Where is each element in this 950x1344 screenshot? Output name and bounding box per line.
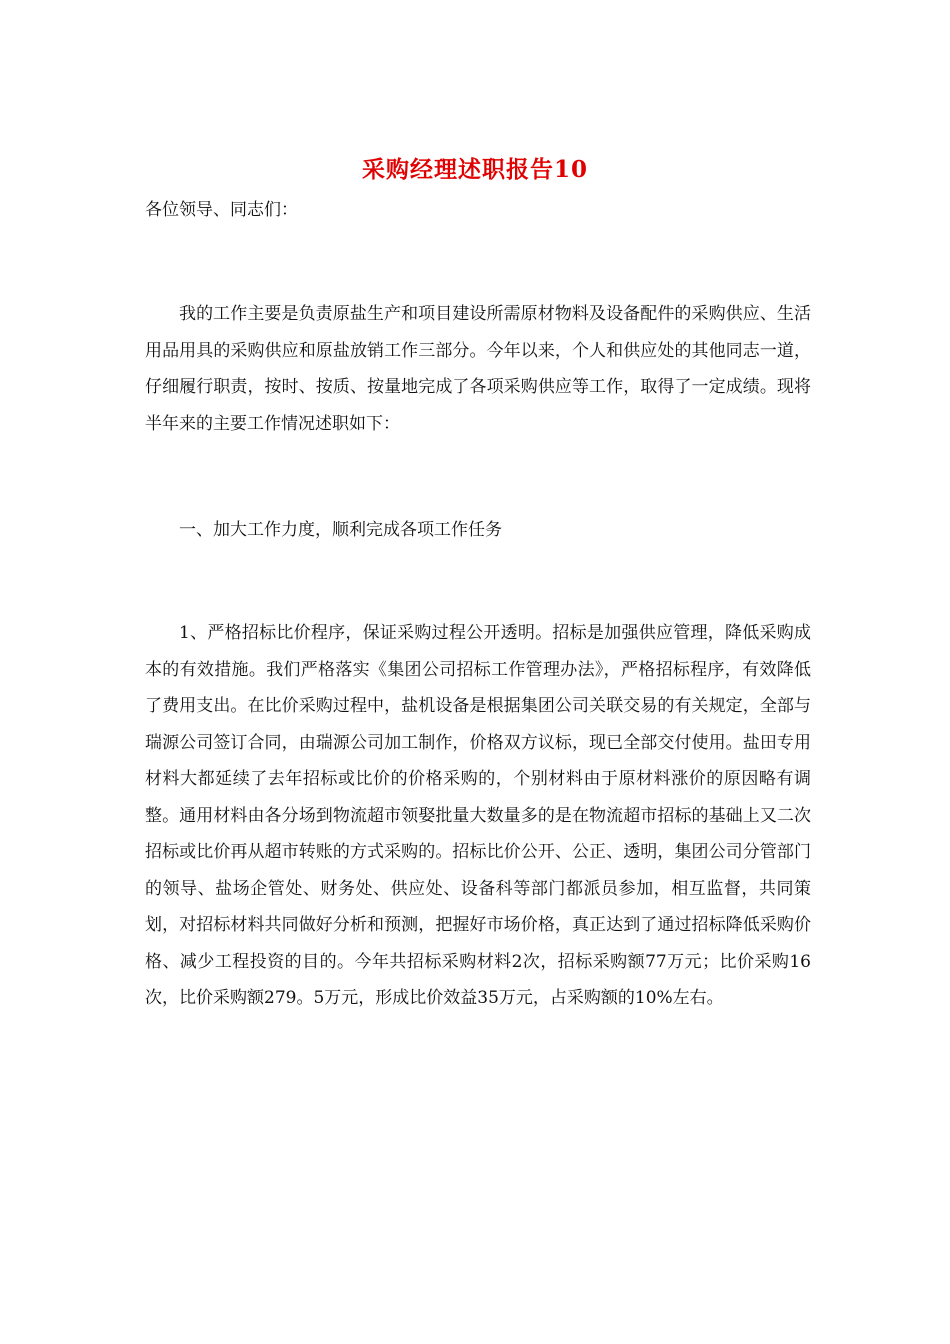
- document-title: 采购经理述职报告10: [361, 156, 588, 183]
- greeting-line: 各位领导、同志们：: [145, 200, 298, 220]
- body-paragraph: 1、严格招标比价程序，保证采购过程公开透明。招标是加强供应管理，降低采购成本的有效措施。我们严格落实《集团公司招标工作管理办法》，严格招标程序，有效降低了费用支出。在比价采购过程中，盐机设备是根据集团公司关联交易的有关规定，全部与瑞源公司签订合同，由瑞源公司加工制作，价格双方议标，现已全部交付使用。盐田专用材料大都延续了去年招标或比价的价格采购的，个别材料由于原材料涨价的原因略有调整。通用材料由各分场到物流超市领娶批量大数量多的是在物流超市招标的基础上又二次招标或比价再从超市转账的方式采购的。招标比价公开、公正、透明，集团公司分管部门的领导、盐场企管处、财务处、供应处、设备科等部门都派员参加，相互监督，共同策划，对招标材料共同做好分析和预测，把握好市场价格，真正达到了通过招标降低采购价格、减少工程投资的目的。今年共招标采购材料2次，招标采购额77万元；比价采购16次，比价采购额279。5万元，形成比价效益35万元，占采购额的10%左右。: [145, 623, 811, 1008]
- section-heading: 一、加大工作力度，顺利完成各项工作任务: [179, 520, 502, 540]
- intro-paragraph: 我的工作主要是负责原盐生产和项目建设所需原材物料及设备配件的采购供应、生活用品用具的采购供应和原盐放销工作三部分。今年以来，个人和供应处的其他同志一道，仔细履行职责，按时、按质、按量地完成了各项采购供应等工作，取得了一定成绩。现将半年来的主要工作情况述职如下：: [145, 304, 811, 434]
